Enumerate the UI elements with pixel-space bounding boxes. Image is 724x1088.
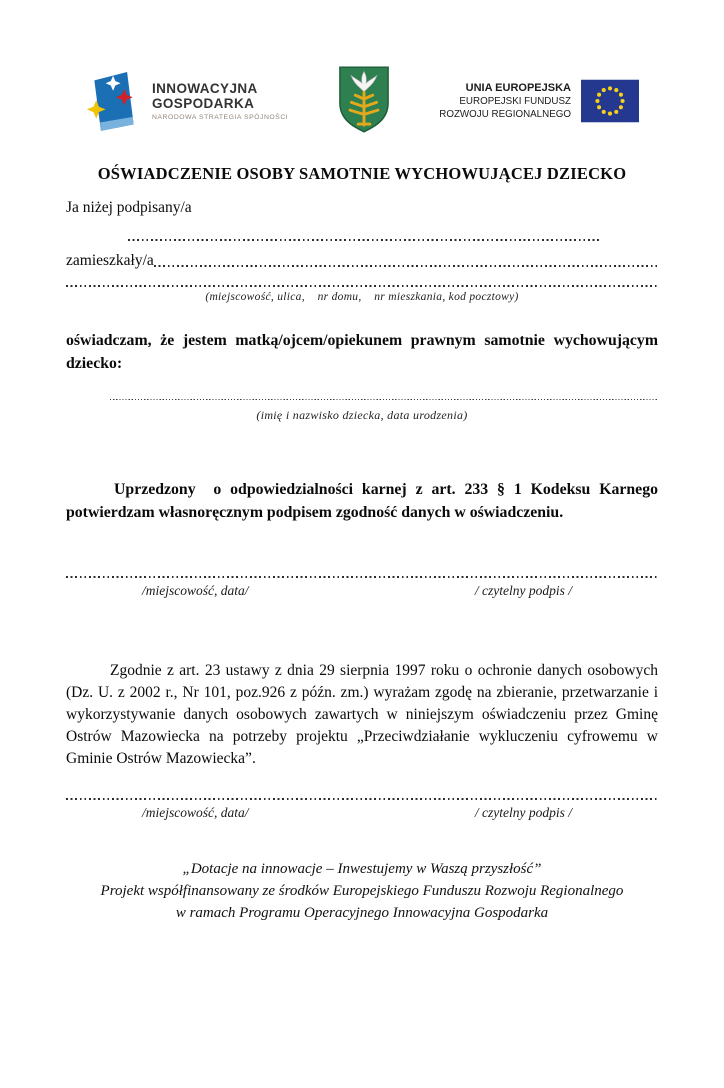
eu-logo xyxy=(439,79,639,123)
footer-line-3: w ramach Programu Operacyjnego Innowacyjna Gospodarka xyxy=(175,905,549,922)
signature-captions-2 xyxy=(66,805,658,821)
footer-line-2: Projekt współfinansowany ze środków Europejskiego Funduszu Rozwoju Regionalnego xyxy=(100,883,624,900)
program-logo-line1: INNOWACYJNA xyxy=(152,81,258,96)
document-footer xyxy=(66,858,658,924)
document-header xyxy=(85,64,639,138)
criminal-liability-paragraph: Uprzedzony o odpowiedzialności karnej z art. 233 § 1 Kodeksu Karnego potwierdzam własnoręcznym podpisem zgodność danych w oświadczeniu. xyxy=(66,481,662,522)
document-title: OŚWIADCZENIE OSOBY SAMOTNIE WYCHOWUJĄCEJ DZIECKO xyxy=(97,164,627,183)
residence-label: zamieszkały/a xyxy=(66,252,154,269)
innowacyjna-gospodarka-logo xyxy=(85,70,288,132)
signature-block-2 xyxy=(66,798,658,821)
signature-captions-1 xyxy=(66,583,658,599)
residence-row xyxy=(66,252,658,270)
place-date-caption: /miejscowość, data/ xyxy=(142,583,249,599)
consent-paragraph: Zgodnie z art. 23 ustawy z dnia 29 sierpnia 1997 roku o ochronie danych osobowych (Dz. U. z 2002 r., Nr 101, poz.926 z późn. zm.) wyrażam zgodę na zbieranie, przetwarzanie i wykorzystywanie danych osobowych zawartych w niniejszym oświadczeniu przez Gminę Ostrów Mazowiecka na potrzeby projektu „Przeciwdziałanie wykluczeniu cyfrowemu w Gminie Ostrów Mazowiecka”. xyxy=(66,662,658,768)
program-logo-subtitle: NARODOWA STRATEGIA SPÓJNOŚCI xyxy=(152,114,289,121)
eu-logo-line3: ROZWOJU REGIONALNEGO xyxy=(439,109,571,120)
intro-line: Ja niżej podpisany/a xyxy=(66,199,192,216)
coat-of-arms-shield-icon xyxy=(337,64,391,134)
document-page xyxy=(0,64,724,1088)
eu-logo-text xyxy=(439,81,571,121)
eu-logo-line1: UNIA EUROPEJSKA xyxy=(465,82,571,94)
signature-line-2 xyxy=(66,798,658,800)
footer-line-1: „Dotacje na innowacje – Inwestujemy w Waszą przyszłość” xyxy=(182,861,542,878)
place-date-caption: /miejscowość, data/ xyxy=(142,805,249,821)
eu-flag-icon xyxy=(581,79,639,123)
residence-fill-line xyxy=(154,265,658,267)
signature-block-1 xyxy=(66,576,658,599)
innowacyjna-gospodarka-icon xyxy=(85,70,143,132)
child-fill-line xyxy=(110,399,658,400)
address-fill-line xyxy=(66,285,658,287)
signature-line-1 xyxy=(66,576,658,578)
program-logo-text xyxy=(152,81,288,121)
child-caption: (imię i nazwisko dziecka, data urodzenia) xyxy=(256,408,468,423)
gmina-coat-of-arms xyxy=(337,64,391,139)
address-caption: (miejscowość, ulica, nr domu, nr mieszkania, kod pocztowy) xyxy=(205,291,519,303)
declaration-paragraph: oświadczam, że jestem matką/ojcem/opiekunem prawnym samotnie wychowującym dziecko: xyxy=(66,332,658,372)
legible-signature-caption: / czytelny podpis / xyxy=(474,805,572,821)
name-fill-line xyxy=(128,239,600,241)
legible-signature-caption: / czytelny podpis / xyxy=(474,583,572,599)
program-logo-line2: GOSPODARKA xyxy=(152,96,255,111)
eu-logo-line2: EUROPEJSKI FUNDUSZ xyxy=(459,96,571,107)
